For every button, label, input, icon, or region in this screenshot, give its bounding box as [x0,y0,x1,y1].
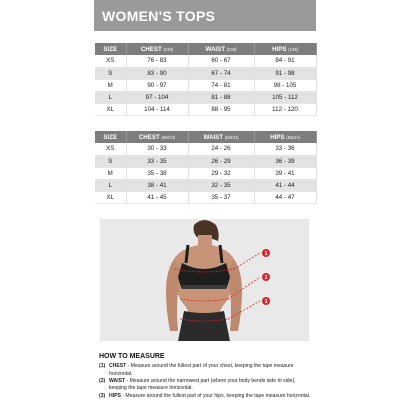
marker-3-label: 3 [264,299,268,305]
howto-item-hips: (3) HIPS - Measure around the fullest part of your hips, keeping the tape measure horizontal. [99,392,311,399]
cell: M [95,167,126,179]
cell: 83 - 90 [126,67,188,79]
cell: 91 - 98 [254,67,316,79]
cell: 30 - 33 [126,143,188,155]
cell: 35 - 38 [126,167,188,179]
header-chest: CHEST (INCH) [126,131,188,143]
cell: 41 - 45 [126,192,188,204]
cell: 32 - 35 [188,180,254,192]
cell: 41 - 44 [254,180,316,192]
table-row [95,143,316,155]
marker-1-label: 1 [264,251,268,257]
measurement-figure [100,219,309,341]
table-row [95,155,316,167]
cell: XL [95,192,126,204]
cell: 67 - 74 [188,67,254,79]
cell: 24 - 26 [188,143,254,155]
table-row [95,192,316,204]
cell: 29 - 32 [188,167,254,179]
table-row [95,104,316,116]
marker-2-label: 2 [264,275,268,281]
cell: XL [95,104,126,116]
cell: XS [95,143,126,155]
table-header-row [95,131,316,143]
table-row [95,92,316,104]
header-size: SIZE [95,131,126,143]
cell: L [95,92,126,104]
page-title: WOMEN'S TOPS [102,7,216,24]
header-size: SIZE [95,43,126,55]
cell: 81 - 88 [188,92,254,104]
header-hips: HIPS (INCH) [254,131,316,143]
cell: 97 - 104 [126,92,188,104]
cell: 39 - 41 [254,167,316,179]
cell: 84 - 91 [254,55,316,67]
table-row [95,55,316,67]
cell: S [95,155,126,167]
cell: 44 - 47 [254,192,316,204]
how-to-heading: HOW TO MEASURE [99,353,165,360]
cell: 105 - 112 [254,92,316,104]
cell: 90 - 97 [126,79,188,91]
cell: XS [95,55,126,67]
cell: L [95,180,126,192]
table-row [95,167,316,179]
howto-item-waist: (2) WAIST - Measure around the narrowest part (where your body bends side to side), keeping the tape measure horizontal. [99,377,296,392]
header-chest: CHEST (CM) [126,43,188,55]
cell: 60 - 67 [188,55,254,67]
size-table-inch [95,131,317,204]
leggings [178,311,230,341]
table-row [95,79,316,91]
table-header-row [95,43,316,55]
header-waist: WAIST (INCH) [188,131,254,143]
title-bar [94,0,316,31]
model-illustration [100,219,309,341]
cell: 112 - 120 [254,104,316,116]
cell: 36 - 39 [254,155,316,167]
howto-item-chest: (1) CHEST - Measure around the fullest part of your chest, keeping the tape measure horizontal. [99,363,294,377]
cell: 88 - 95 [188,104,254,116]
size-table-cm [95,43,317,116]
cell: 74 - 81 [188,79,254,91]
cell: 104 - 114 [126,104,188,116]
cell: 33 - 35 [126,155,188,167]
header-waist: WAIST (CM) [188,43,254,55]
header-hips: HIPS (CM) [254,43,316,55]
how-to-measure-section [99,352,314,400]
cell: 33 - 36 [254,143,316,155]
cell: S [95,67,126,79]
cell: 76 - 83 [126,55,188,67]
cell: 38 - 41 [126,180,188,192]
table-row [95,180,316,192]
bra-band [182,285,226,289]
cell: 98 - 105 [254,79,316,91]
cell: M [95,79,126,91]
table-row [95,67,316,79]
cell: 35 - 37 [188,192,254,204]
cell: 26 - 29 [188,155,254,167]
